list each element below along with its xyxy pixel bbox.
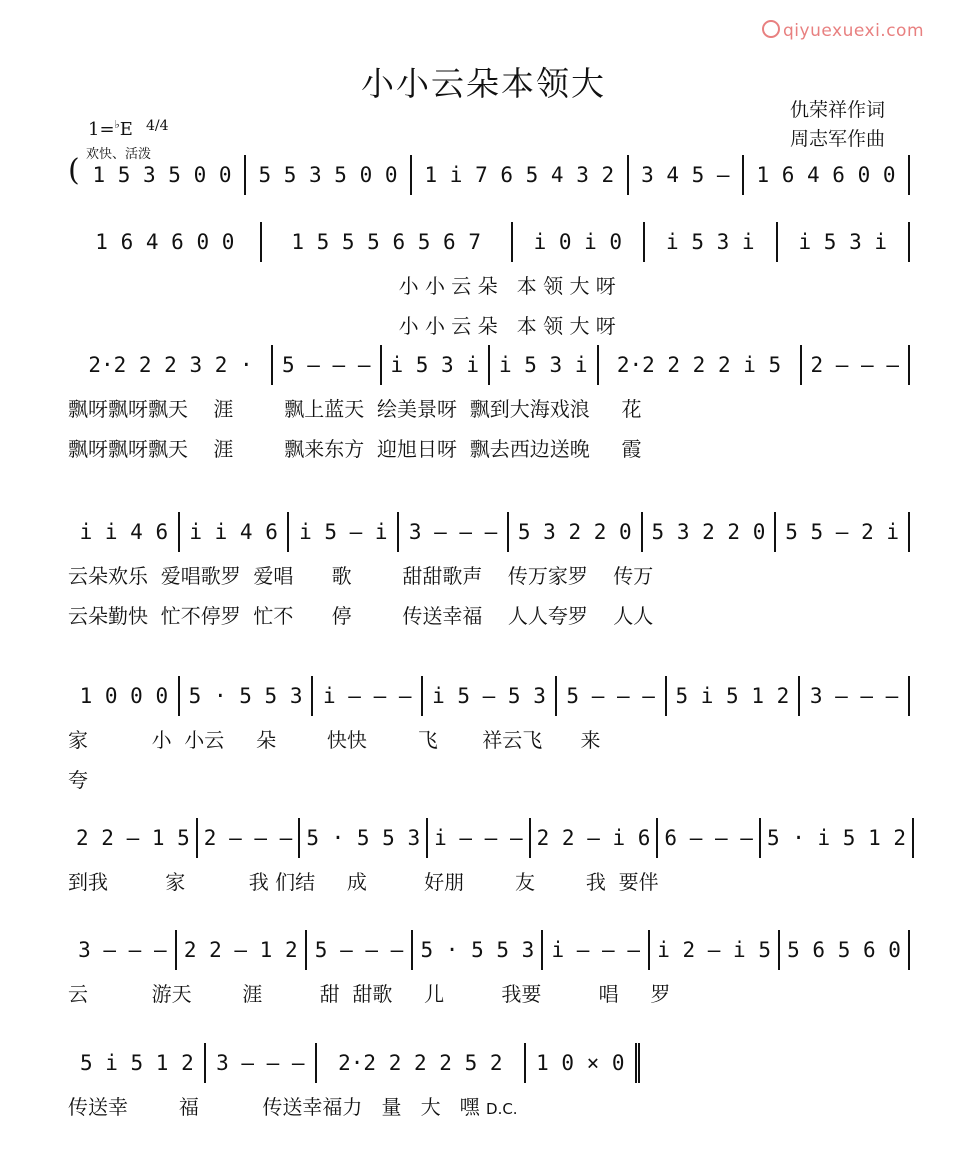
measure: 3 4 5 – <box>629 155 744 195</box>
notation-row <box>70 818 910 858</box>
measure: 2 2 – 1 2 <box>177 930 307 970</box>
measure: 1 i 7 6 5 4 3 2 <box>412 155 629 195</box>
watermark: qiyuexuexi.com <box>762 20 924 41</box>
lyric-line: 家 小 小云 朵 快快 飞 祥云飞 来 <box>68 728 601 752</box>
da-capo-marking: D.C. <box>486 1100 518 1118</box>
measure: i 5 3 i <box>490 345 599 385</box>
measure: 2 2 – i 6 <box>531 818 659 858</box>
measure: 2·2 2 2 2 5 2 <box>317 1043 526 1083</box>
notation-row <box>70 345 910 385</box>
watermark-logo-icon <box>762 20 780 38</box>
measure: 5 – – – <box>557 676 667 716</box>
measure: 5 · 5 5 3 <box>180 676 314 716</box>
song-title: 小小云朵本领大 <box>361 64 606 103</box>
measure: i i 4 6 <box>70 512 180 552</box>
measure: 1 6 4 6 0 0 <box>744 155 910 195</box>
measure: 3 – – – <box>70 930 177 970</box>
measure: 2 – – – <box>802 345 911 385</box>
notation-row <box>70 222 910 262</box>
measure: 5 · 5 5 3 <box>300 818 428 858</box>
measure: i – – – <box>543 930 650 970</box>
lyric-line: 云 游天 涯 甜 甜歌 儿 我要 唱 罗 <box>68 982 671 1006</box>
measure: i 5 – i <box>289 512 399 552</box>
measure: 3 – – – <box>399 512 509 552</box>
notation-row <box>70 930 910 970</box>
lyric-line: 飘呀飘呀飘天 涯 飘来东方 迎旭日呀 飘去西边送晚 霞 <box>68 437 642 461</box>
measure: 3 – – – <box>206 1043 317 1083</box>
measure: 1 5 3 5 0 0 <box>80 155 246 195</box>
credits <box>790 96 885 154</box>
lyric-line: 小 小 云 朵 本 领 大 呀 <box>68 314 616 338</box>
measure: i i 4 6 <box>180 512 290 552</box>
time-signature: 4/4 <box>146 118 169 134</box>
lyric-line: 飘呀飘呀飘天 涯 飘上蓝天 绘美景呀 飘到大海戏浪 花 <box>68 397 642 421</box>
tempo-marking: 欢快、活泼 <box>86 147 152 162</box>
measure: 2·2 2 2 3 2 · <box>70 345 273 385</box>
key-signature: 1=♭E <box>88 118 133 140</box>
measure: 2 – – – <box>198 818 301 858</box>
lyric-line: 小 小 云 朵 本 领 大 呀 <box>68 274 616 298</box>
lyricist: 仇荣祥作词 <box>790 99 886 121</box>
measure: 5 · 5 5 3 <box>413 930 543 970</box>
notation-row <box>70 512 910 552</box>
measure: 3 – – – <box>800 676 910 716</box>
lyric-line: 云朵欢乐 爱唱歌罗 爱唱 歌 甜甜歌声 传万家罗 传万 <box>68 564 654 588</box>
repeat-paren: ( <box>68 153 80 188</box>
measure: i 5 3 i <box>778 222 910 262</box>
measure: 5 3 2 2 0 <box>509 512 643 552</box>
measure: 6 – – – <box>658 818 761 858</box>
measure: i 5 – 5 3 <box>423 676 557 716</box>
measure: 5 – – – <box>307 930 414 970</box>
measure: 5 5 – 2 i <box>776 512 910 552</box>
measure: 1 0 × 0 <box>526 1043 640 1083</box>
measure: i – – – <box>313 676 423 716</box>
composer: 周志军作曲 <box>790 128 886 150</box>
measure: 2 2 – 1 5 <box>70 818 198 858</box>
measure: i – – – <box>428 818 531 858</box>
measure: 1 0 0 0 <box>70 676 180 716</box>
measure: i 5 3 i <box>645 222 777 262</box>
measure: i 5 3 i <box>382 345 491 385</box>
notation-row <box>70 676 910 716</box>
lyric-line: 夸 <box>68 768 88 792</box>
measure: i 2 – i 5 <box>650 930 780 970</box>
measure: 2·2 2 2 2 i 5 <box>599 345 802 385</box>
measure: 5 i 5 1 2 <box>667 676 801 716</box>
lyric-line: 到我 家 我 们结 成 好朋 友 我 要伴 <box>68 870 659 894</box>
measure: i 0 i 0 <box>513 222 645 262</box>
measure: 5 · i 5 1 2 <box>761 818 914 858</box>
measure: 5 6 5 6 0 <box>780 930 910 970</box>
lyric-line: 传送幸 福 传送幸福力 量 大 嘿 D.C. <box>68 1095 518 1119</box>
measure: 5 i 5 1 2 <box>70 1043 206 1083</box>
measure: 1 6 4 6 0 0 <box>70 222 262 262</box>
notation-row <box>70 1043 640 1083</box>
measure: 5 3 2 2 0 <box>643 512 777 552</box>
measure: 5 – – – <box>273 345 382 385</box>
measure: 5 5 3 5 0 0 <box>246 155 412 195</box>
lyric-line: 云朵勤快 忙不停罗 忙不 停 传送幸福 人人夸罗 人人 <box>68 604 654 628</box>
measure: 1 5 5 5 6 5 6 7 <box>262 222 513 262</box>
